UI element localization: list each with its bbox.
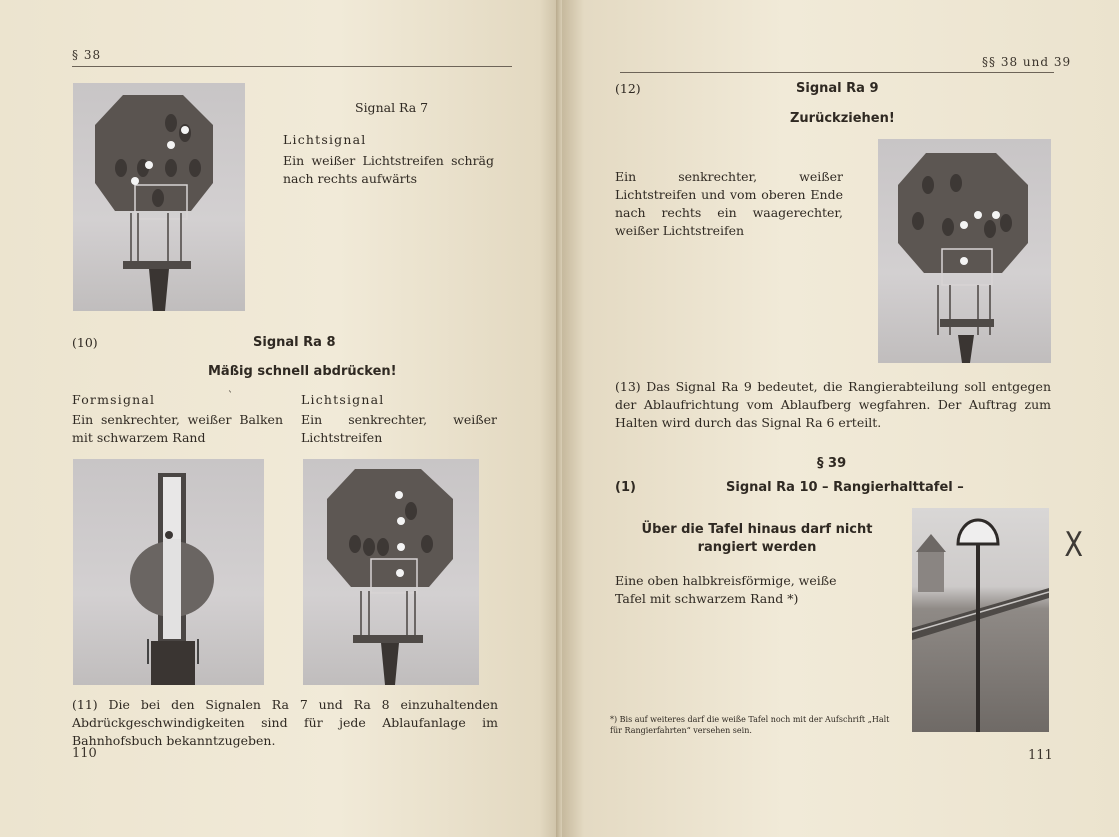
header-rule-right [620,72,1054,73]
signal-ra7-photo [73,83,245,311]
signal-ra10-photo [912,508,1049,732]
ra8-light-heading: Lichtsignal [301,392,385,407]
ra8-stray-mark: ` [228,391,233,402]
ra10-description: Eine oben halbkreisförmige, weiße Tafel mit schwarzem Rand *) [615,573,837,606]
ra8-title: Signal Ra 8 [253,335,336,350]
ra9-title: Signal Ra 9 [796,81,879,96]
ra8-number: (10) [72,335,98,350]
left-page-header: § 38 [72,48,102,62]
ra7-title: Signal Ra 7 [355,100,429,115]
ra7-subtitle: Lichtsignal [283,132,367,147]
signal-ra9-photo [878,139,1051,363]
ra9-command: Zurückziehen! [790,111,895,126]
ra9-description: Ein senkrechter, weißer Lichtstreifen und vom oberen Ende nach rechts ein waagerechter, weißer Lichtstreifen [615,169,843,238]
paragraph-11: (11) Die bei den Signalen Ra 7 und Ra 8 einzuhaltenden Abdrückgeschwindigkeiten sind für jede Ablaufanlage im Bahnhofsbuch bekanntzugeben. [72,697,498,748]
right-page-header: §§ 38 und 39 [982,55,1072,69]
handwritten-margin-mark: X [1064,525,1083,565]
signal-ra8-light-photo [303,459,479,685]
ra8-light-description: Ein senkrechter, weißer Lichtstreifen [301,412,497,445]
ra10-command: Über die Tafel hinaus darf nicht rangiert werden [641,522,873,555]
ra8-form-description: Ein senkrechter, weißer Balken mit schwarzem Rand [72,412,283,445]
paragraph-13: (13) Das Signal Ra 9 bedeutet, die Rangierabteilung soll entgegen der Ablaufrichtung vom Ablaufberg wegfahren. Der Auftrag zum Halten wird durch das Signal Ra 6 erteilt. [615,379,1051,430]
ra10-number: (1) [615,480,636,495]
right-page [562,0,1119,837]
left-page-number: 110 [72,746,97,761]
right-page-number: 111 [1028,748,1053,763]
header-rule [72,66,512,67]
ra9-number: (12) [615,81,641,96]
section-39: § 39 [817,456,847,471]
ra7-description: Ein weißer Lichtstreifen schräg nach rechts aufwärts [283,153,494,186]
footnote: *) Bis auf weiteres darf die weiße Tafel noch mit der Aufschrift „Halt für Rangierfahrten“ versehen sein. [610,715,890,735]
ra8-form-heading: Formsignal [72,392,156,407]
signal-ra8-form-photo [73,459,264,685]
ra10-title: Signal Ra 10 – Rangierhalttafel – [726,480,964,495]
ra8-command: Mäßig schnell abdrücken! [208,364,397,379]
